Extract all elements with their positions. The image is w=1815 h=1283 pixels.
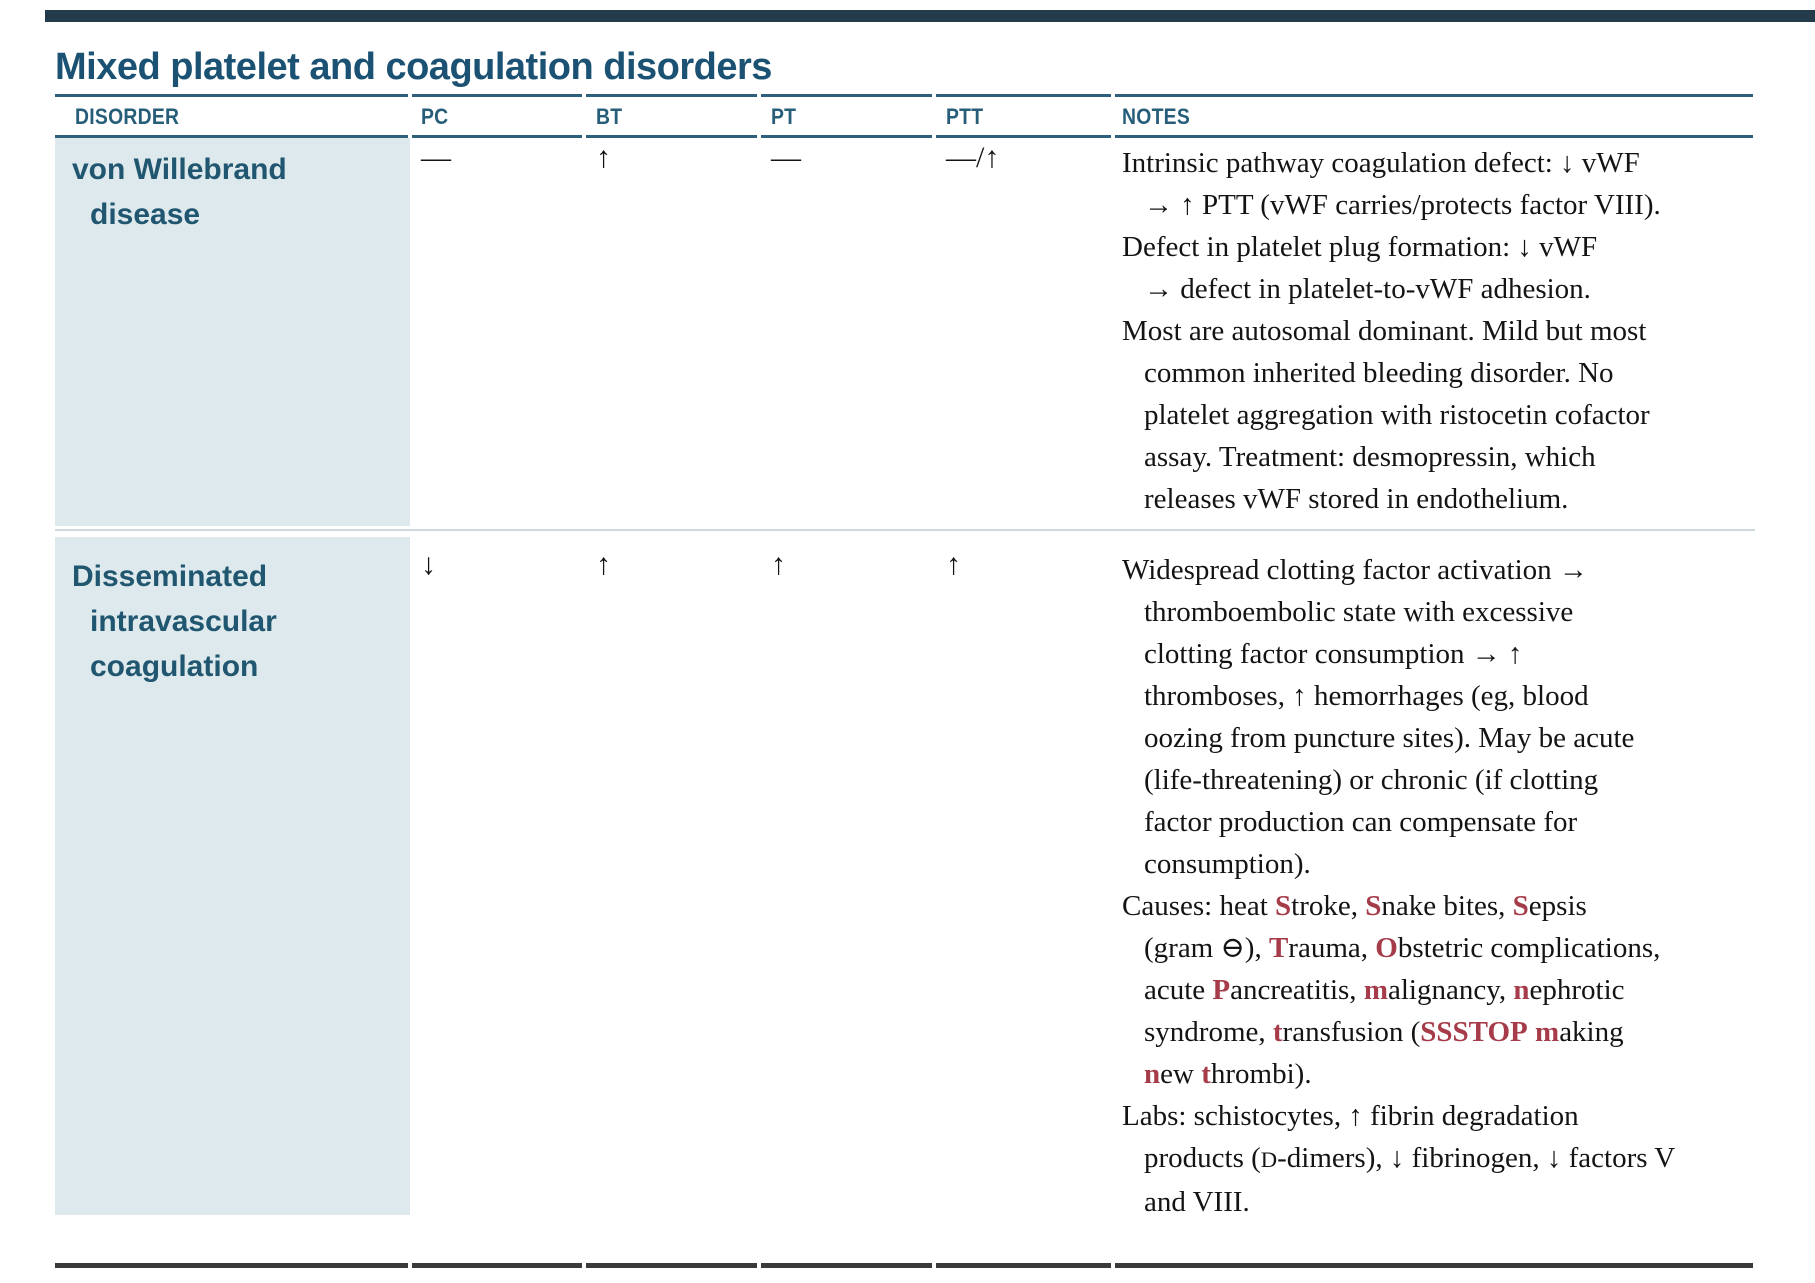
rule-segment: [586, 135, 757, 138]
notes-line: [1122, 1053, 1767, 1095]
rule-segment: [936, 94, 1111, 97]
text-segment: t: [1272, 1016, 1283, 1048]
text-segment: acute: [1144, 974, 1213, 1006]
notes-cell: [1122, 549, 1767, 1223]
notes-line: [1122, 1181, 1767, 1223]
text-segment: m: [1535, 1016, 1560, 1048]
pt-value: —: [771, 141, 801, 174]
rule-segment: [412, 135, 582, 138]
table-title: Mixed platelet and coagulation disorders: [55, 46, 772, 88]
rule-segment: [761, 1263, 932, 1268]
rule-segment: [761, 94, 932, 97]
text-segment: ew: [1160, 1058, 1202, 1090]
disorder-name-line: disease: [90, 198, 201, 231]
notes-line: [1122, 759, 1767, 801]
text-segment: troke,: [1291, 890, 1366, 922]
bt-value: ↑: [596, 141, 611, 174]
text-segment: platelet aggregation with ristocetin cofactor: [1144, 399, 1650, 431]
notes-line: [1122, 801, 1767, 843]
text-segment: Defect in platelet plug formation: ↓ vWF: [1122, 231, 1598, 263]
text-segment: (life-threatening) or chronic (if clotting: [1144, 764, 1599, 796]
text-segment: factor production can compensate for: [1144, 806, 1578, 838]
notes-line: [1122, 885, 1767, 927]
text-segment: → ↑ PTT (vWF carries/protects factor VIII).: [1144, 189, 1661, 221]
column-header-pc: PC: [421, 104, 449, 129]
pt-value: ↑: [771, 548, 786, 581]
text-segment: epsis: [1528, 890, 1587, 922]
rule-segment: [936, 135, 1111, 138]
rule-segment: [1115, 94, 1753, 97]
text-segment: S: [1275, 890, 1292, 922]
notes-line: [1122, 1011, 1767, 1053]
text-segment: ephrotic: [1529, 974, 1625, 1006]
text-segment: alignancy,: [1387, 974, 1514, 1006]
page-top-rule: [45, 10, 1815, 22]
rule-segment: [55, 94, 408, 97]
text-segment: Intrinsic pathway coagulation defect: ↓ vWF: [1122, 147, 1640, 179]
notes-line: [1122, 633, 1767, 675]
notes-line: [1122, 142, 1767, 184]
text-segment: n: [1144, 1058, 1161, 1090]
notes-line: [1122, 184, 1767, 226]
notes-line: [1122, 549, 1767, 591]
rule-segment: [1115, 1263, 1753, 1268]
text-segment: syndrome,: [1144, 1016, 1273, 1048]
text-segment: consumption).: [1144, 848, 1311, 880]
disorder-name-line: intravascular: [90, 605, 277, 638]
text-segment: O: [1375, 932, 1398, 964]
text-segment: D: [1260, 1147, 1278, 1172]
text-segment: t: [1201, 1058, 1211, 1090]
text-segment: Most are autosomal dominant. Mild but most: [1122, 315, 1647, 347]
text-segment: aking: [1559, 1016, 1624, 1048]
disorder-name: [72, 147, 287, 237]
text-segment: common inherited bleeding disorder. No: [1144, 357, 1614, 389]
text-segment: releases vWF stored in endothelium.: [1144, 483, 1569, 515]
bt-value: ↑: [596, 548, 611, 581]
text-segment: bstetric complications,: [1397, 932, 1661, 964]
text-segment: S: [1365, 890, 1382, 922]
rule-segment: [412, 94, 582, 97]
notes-line: [1122, 843, 1767, 885]
column-header-notes: NOTES: [1122, 104, 1191, 129]
notes-line: [1122, 927, 1767, 969]
text-segment: products (: [1144, 1142, 1261, 1174]
notes-cell: [1122, 142, 1767, 520]
column-header-pt: PT: [771, 104, 797, 129]
rule-segment: [586, 94, 757, 97]
text-segment: T: [1268, 932, 1289, 964]
text-segment: P: [1212, 974, 1231, 1006]
text-segment: thromboses, ↑ hemorrhages (eg, blood: [1144, 680, 1589, 712]
notes-line: [1122, 226, 1767, 268]
text-segment: Widespread clotting factor activation →: [1122, 554, 1588, 586]
rule-segment: [55, 1263, 408, 1268]
text-segment: clotting factor consumption → ↑: [1144, 638, 1523, 670]
ptt-value: ↑: [946, 548, 961, 581]
column-header-ptt: PTT: [946, 104, 984, 129]
notes-line: [1122, 969, 1767, 1011]
text-segment: S: [1512, 890, 1529, 922]
rule-segment: [586, 1263, 757, 1268]
text-segment: ancreatitis,: [1230, 974, 1364, 1006]
text-segment: thromboembolic state with excessive: [1144, 596, 1574, 628]
notes-line: [1122, 591, 1767, 633]
text-segment: nake bites,: [1381, 890, 1513, 922]
rule-segment: [761, 135, 932, 138]
notes-line: [1122, 478, 1767, 520]
notes-line: [1122, 1137, 1767, 1181]
row-divider-rule: [55, 529, 1755, 531]
notes-line: [1122, 268, 1767, 310]
notes-line: [1122, 310, 1767, 352]
notes-line: [1122, 436, 1767, 478]
text-segment: SSSTOP: [1420, 1016, 1528, 1048]
column-header-disorder: DISORDER: [75, 104, 180, 129]
text-segment: → defect in platelet-to-vWF adhesion.: [1144, 273, 1591, 305]
disorder-name-line: Disseminated: [72, 560, 268, 593]
disorder-name-line: von Willebrand: [72, 153, 287, 186]
rule-segment: [936, 1263, 1111, 1268]
ptt-value: —/↑: [946, 141, 1000, 174]
rule-segment: [412, 1263, 582, 1268]
notes-line: [1122, 352, 1767, 394]
notes-line: [1122, 394, 1767, 436]
column-header-bt: BT: [596, 104, 623, 129]
text-segment: ransfusion (: [1282, 1016, 1421, 1048]
text-segment: -dimers), ↓ fibrinogen, ↓ factors V: [1277, 1142, 1676, 1174]
text-segment: Labs: schistocytes, ↑ fibrin degradation: [1122, 1100, 1579, 1132]
notes-line: [1122, 717, 1767, 759]
text-segment: m: [1363, 974, 1388, 1006]
rule-segment: [1115, 135, 1753, 138]
notes-line: [1122, 1095, 1767, 1137]
text-segment: hrombi).: [1210, 1058, 1312, 1090]
disorder-name-line: coagulation: [90, 650, 259, 683]
text-segment: oozing from puncture sites). May be acute: [1144, 722, 1635, 754]
text-segment: assay. Treatment: desmopressin, which: [1144, 441, 1596, 473]
text-segment: [1528, 1016, 1535, 1048]
disorder-name: [72, 554, 277, 689]
text-segment: n: [1513, 974, 1530, 1006]
text-segment: (gram ⊖),: [1144, 932, 1269, 964]
pc-value: ↓: [421, 548, 436, 581]
pc-value: —: [421, 141, 451, 174]
text-segment: rauma,: [1288, 932, 1376, 964]
notes-line: [1122, 675, 1767, 717]
text-segment: and VIII.: [1144, 1186, 1250, 1218]
text-segment: Causes: heat: [1122, 890, 1276, 922]
